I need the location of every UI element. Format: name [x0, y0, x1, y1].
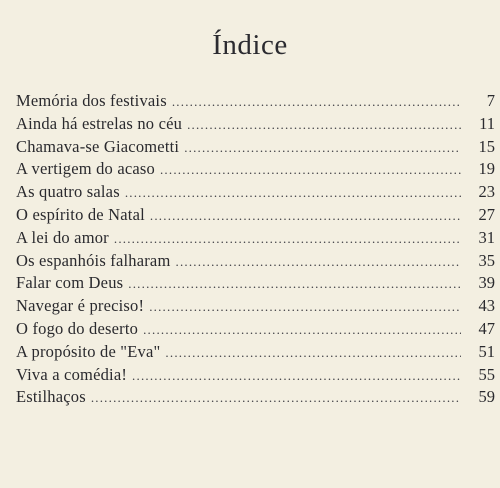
toc-entry-page-number: 11 [479, 113, 495, 133]
dot-leader [143, 319, 461, 342]
toc-entry-title: A lei do amor [16, 227, 109, 247]
toc-entry-title: Os espanhóis falharam [16, 250, 171, 270]
toc-entry [16, 364, 495, 387]
toc-entry [16, 158, 495, 181]
toc-entry-title: Estilhaços [16, 387, 86, 407]
dot-leader [187, 114, 461, 137]
toc-entry-title: O fogo do deserto [16, 318, 139, 338]
toc-entry [16, 181, 495, 204]
toc-entry-title: Navegar é preciso! [16, 296, 145, 316]
toc-entry-title: As quatro salas [16, 182, 120, 202]
toc-entry [16, 136, 495, 159]
dot-leader [132, 365, 461, 388]
toc-entry-title: A propósito de "Eva" [16, 341, 161, 361]
toc-entry-title: O espírito de Natal [16, 204, 145, 224]
toc-entry [16, 386, 495, 409]
toc-entry-title: Ainda há estrelas no céu [16, 113, 183, 133]
toc-entry [16, 113, 495, 136]
toc-entry-page-number: 39 [478, 273, 495, 293]
toc-entry-title: A vertigem do acaso [16, 159, 155, 179]
toc-entry-page-number: 19 [478, 159, 495, 179]
toc-entry-title: Viva a comédia! [16, 364, 128, 384]
toc-entry-page-number: 7 [486, 91, 495, 110]
dot-leader [184, 137, 461, 160]
toc-entry [16, 272, 495, 295]
dot-leader [165, 342, 461, 365]
table-of-contents [16, 90, 495, 409]
toc-entry [16, 295, 495, 318]
toc-entry-page-number: 31 [478, 227, 495, 247]
toc-entry-page-number: 15 [478, 136, 495, 156]
dot-leader [172, 91, 461, 114]
toc-entry-page-number: 27 [478, 204, 495, 224]
toc-entry-page-number: 55 [478, 364, 495, 384]
dot-leader [114, 228, 461, 251]
dot-leader [160, 159, 461, 182]
toc-entry-title: Memória dos festivais [16, 91, 167, 110]
toc-entry-page-number: 59 [478, 387, 495, 407]
dot-leader [91, 387, 461, 410]
dot-leader [125, 182, 461, 205]
dot-leader [149, 296, 461, 319]
toc-entry [16, 341, 495, 364]
toc-entry-page-number: 47 [478, 318, 495, 338]
toc-entry [16, 204, 495, 227]
dot-leader [176, 251, 462, 274]
toc-entry-page-number: 23 [478, 182, 495, 202]
dot-leader [128, 273, 461, 296]
toc-entry-page-number: 51 [478, 341, 495, 361]
toc-entry [16, 227, 495, 250]
toc-entry-page-number: 43 [478, 296, 495, 316]
toc-entry [16, 318, 495, 341]
toc-entry [16, 250, 495, 273]
dot-leader [150, 205, 461, 228]
toc-entry-title: Chamava-se Giacometti [16, 136, 180, 156]
toc-entry [16, 90, 495, 113]
page-title: Índice [212, 29, 288, 62]
toc-entry-title: Falar com Deus [16, 273, 124, 293]
toc-entry-page-number: 35 [478, 250, 495, 270]
